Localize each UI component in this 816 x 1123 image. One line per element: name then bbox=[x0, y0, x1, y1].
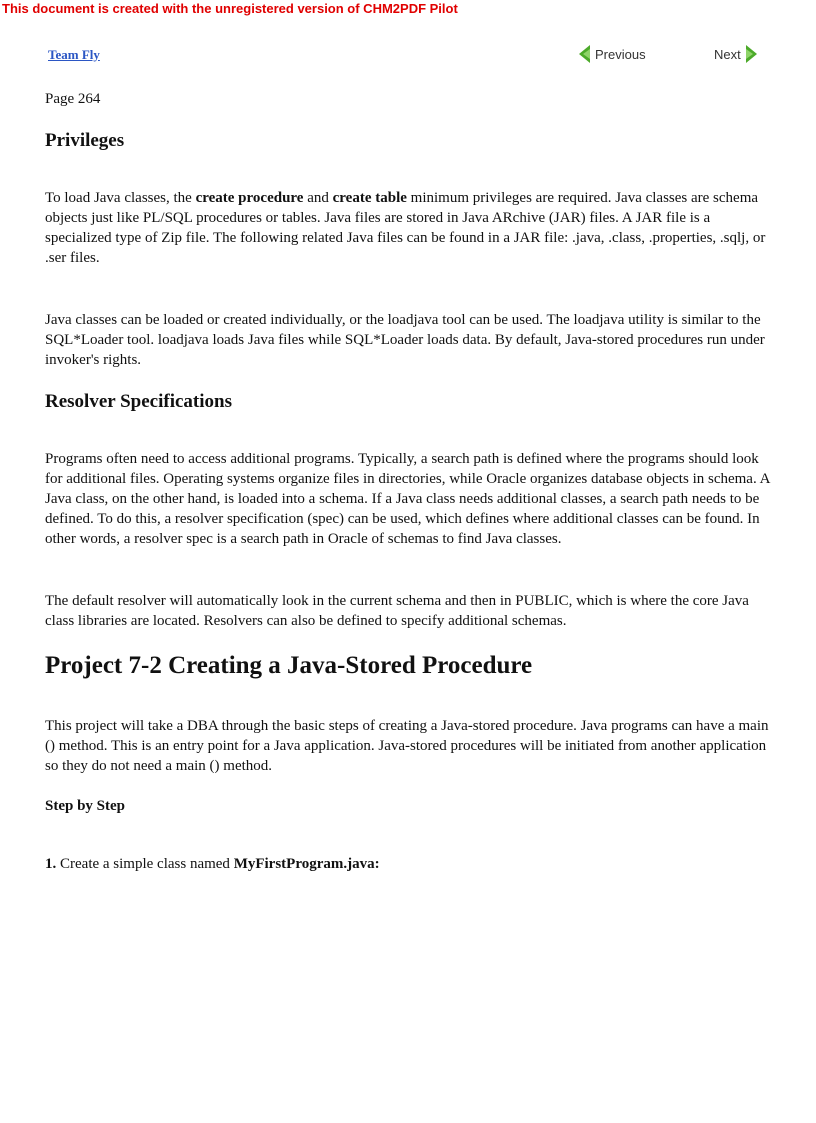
resolver-paragraph-1: Programs often need to access additional programs. Typically, a search path is defined where the programs should look for additional files. Operating systems organize files in directories, while Oracle organizes database objects in schema. A Java class, on the other hand, is loaded into a schema. If a Java class needs additional classes, a search path needs to be defined. To do this, a resolver specification (spec) can be used, which defines where additional classes can be found. In other words, a resolver spec is a search path in Oracle of schemas to find Java classes. bbox=[45, 451, 770, 547]
watermark-banner: This document is created with the unregistered version of CHM2PDF Pilot bbox=[2, 1, 458, 16]
previous-label: Previous bbox=[595, 46, 646, 62]
page-number: Page 264 bbox=[45, 91, 101, 107]
team-fly-link[interactable]: Team Fly bbox=[48, 47, 100, 62]
arrow-left-icon bbox=[578, 44, 591, 64]
privileges-paragraph-2: Java classes can be loaded or created individually, or the loadjava tool can be used. The loadjava utility is similar to the SQL*Loader tool. loadjava loads Java files while SQL*Loader loads data. By default, Java-stored procedures run under invoker's rights. bbox=[45, 312, 765, 368]
step-by-step-heading: Step by Step bbox=[45, 798, 126, 814]
page-content bbox=[45, 89, 770, 874]
heading-resolver-specifications: Resolver Specifications bbox=[45, 391, 232, 412]
arrow-right-icon bbox=[745, 44, 758, 64]
top-navigation bbox=[48, 44, 778, 66]
project-paragraph-1: This project will take a DBA through the basic steps of creating a Java-stored procedure. Java programs can have a main () method. This is an entry point for a Java application. Java-stored procedures will be initiated from another application so they do not need a main () method. bbox=[45, 718, 769, 774]
privileges-paragraph-1: To load Java classes, the create procedure and create table minimum privileges are required. Java classes are schema objects just like PL/SQL procedures or tables. Java files are stored in Java ARchive (JAR) files. A JAR file is a specialized type of Zip file. The following related Java files can be found in a JAR file: .java, .class, .properties, .sqlj, or .ser files. bbox=[45, 190, 766, 266]
heading-project-7-2: Project 7-2 Creating a Java-Stored Procedure bbox=[45, 652, 533, 679]
step-1: 1. Create a simple class named MyFirstProgram.java: bbox=[45, 856, 380, 872]
heading-privileges: Privileges bbox=[45, 130, 125, 151]
resolver-paragraph-2: The default resolver will automatically look in the current schema and then in PUBLIC, which is where the core Java class libraries are located. Resolvers can also be defined to specify additional schemas. bbox=[45, 593, 749, 629]
previous-button[interactable] bbox=[578, 44, 646, 64]
next-button[interactable] bbox=[714, 44, 758, 64]
next-label: Next bbox=[714, 46, 741, 62]
